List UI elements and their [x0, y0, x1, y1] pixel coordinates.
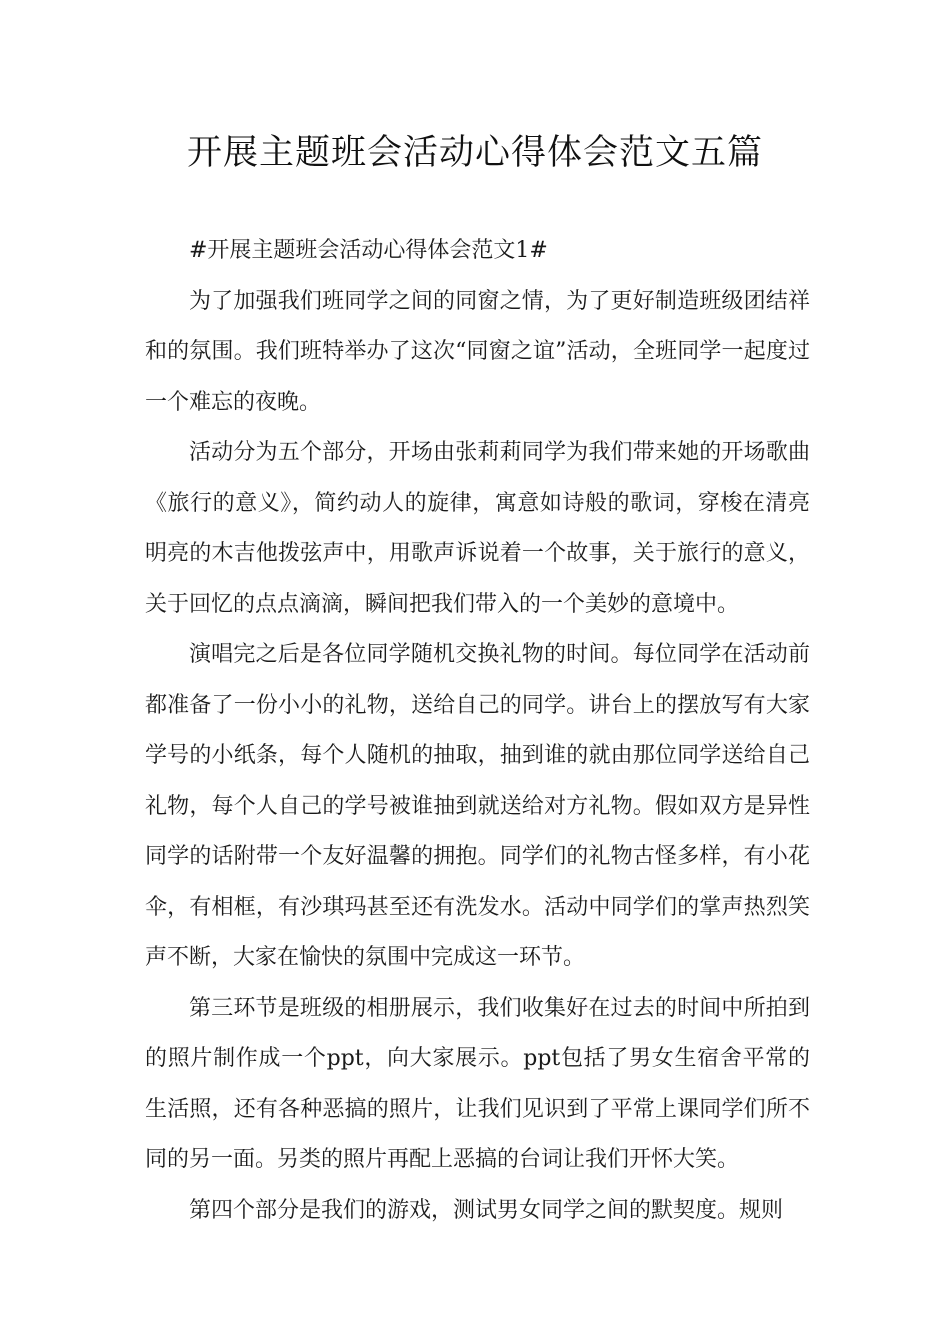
- paragraph-1: 为了加强我们班同学之间的同窗之情，为了更好制造班级团结祥和的氛围。我们班特举办了这次“同窗之谊”活动，全班同学一起度过一个难忘的夜晚。: [145, 288, 810, 415]
- paragraph-3: 演唱完之后是各位同学随机交换礼物的时间。每位同学在活动前都准备了一份小小的礼物，送给自己的同学。讲台上的摆放写有大家学号的小纸条，每个人随机的抽取，抽到谁的就由那位同学送给自己礼物，每个人自己的学号被谁抽到就送给对方礼物。假如双方是异性同学的话附带一个友好温馨的拥抱。同学们的礼物古怪多样，有小花伞，有相框，有沙琪玛甚至还有洗发水。活动中同学们的掌声热烈笑声不断，大家在愉快的氛围中完成这一环节。: [145, 642, 810, 970]
- paragraph-4: 第三环节是班级的相册展示，我们收集好在过去的时间中所拍到的照片制作成一个ppt，向大家展示。ppt包括了男女生宿舍平常的生活照，还有各种恶搞的照片，让我们见识到了平常上课同学们所不同的另一面。另类的照片再配上恶搞的台词让我们开怀大笑。: [145, 995, 810, 1172]
- section-heading: #开展主题班会活动心得体会范文1#: [189, 238, 548, 263]
- paragraph-2: 活动分为五个部分，开场由张莉莉同学为我们带来她的开场歌曲《旅行的意义》，简约动人的旋律，寓意如诗般的歌词，穿梭在清亮明亮的木吉他拨弦声中，用歌声诉说着一个故事，关于旅行的意义，关于回忆的点点滴滴，瞬间把我们带入的一个美妙的意境中。: [145, 440, 810, 617]
- document-title: 开展主题班会活动心得体会范文五篇: [186, 133, 763, 173]
- paragraph-5: 第四个部分是我们的游戏，测试男女同学之间的默契度。规则: [189, 1197, 784, 1223]
- document-body: [145, 226, 810, 1236]
